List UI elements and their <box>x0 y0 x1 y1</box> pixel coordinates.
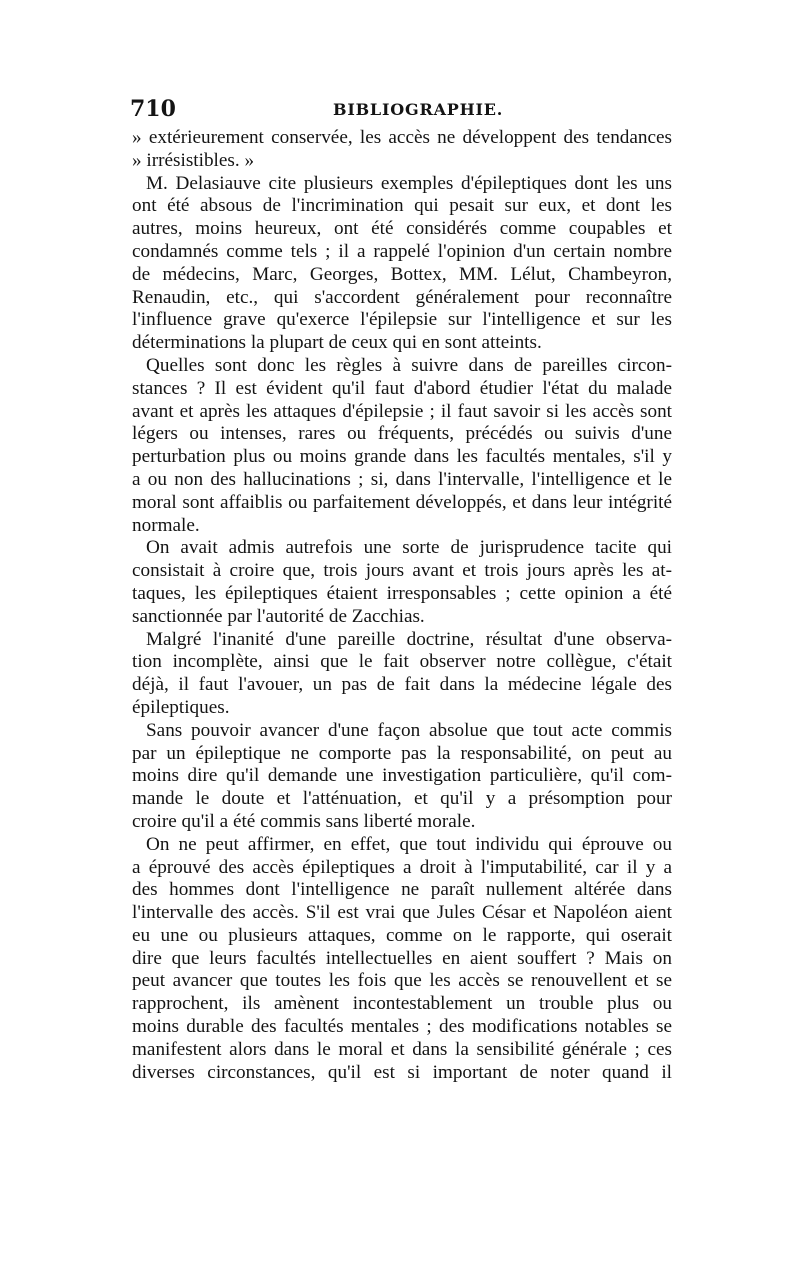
section-title: BIBLIOGRAPHIE. <box>333 100 504 119</box>
text-line: l'intervalle des accès. S'il est vrai que Jules César et Napoléon aient <box>132 902 672 924</box>
text-line: l'influence grave qu'exerce l'épilepsie sur l'intelligence et sur les <box>132 309 672 331</box>
text-line: M. Delasiauve cite plusieurs exemples d'épileptiques dont les uns <box>146 172 672 194</box>
text-line: Quelles sont donc les règles à suivre dans de pareilles circon- <box>146 354 672 376</box>
text-line: mande le doute et l'atténuation, et qu'il y a présomption pour <box>132 788 672 810</box>
text-line: On ne peut affirmer, en effet, que tout individu qui éprouve ou <box>146 833 672 855</box>
text-line: condamnés comme tels ; il a rappelé l'opinion d'un certain nombre <box>132 240 672 262</box>
text-line: taques, les épileptiques étaient irresponsables ; cette opinion a été <box>132 582 672 604</box>
text-line: légers ou intenses, rares ou fréquents, précédés ou suivis d'une <box>132 423 672 445</box>
text-line: déjà, il faut l'avouer, un pas de fait dans la médecine légale des <box>132 674 672 696</box>
text-line: sanctionnée par l'autorité de Zacchias. <box>132 605 425 627</box>
text-line: normale. <box>132 514 200 536</box>
text-line: déterminations la plupart de ceux qui en sont atteints. <box>132 332 542 354</box>
text-line: rapprochent, ils amènent incontestablement un trouble plus ou <box>132 993 672 1015</box>
text-line: épileptiques. <box>132 696 230 718</box>
text-line: de médecins, Marc, Georges, Bottex, MM. Lélut, Chambeyron, <box>132 263 672 285</box>
text-line: des hommes dont l'intelligence ne paraît nullement altérée dans <box>132 879 672 901</box>
text-line: perturbation plus ou moins grande dans les facultés mentales, s'il y <box>132 446 672 468</box>
text-line: Renaudin, etc., qui s'accordent généralement pour reconnaître <box>132 286 672 308</box>
text-line: moins dire qu'il demande une investigation particulière, qu'il com- <box>132 765 672 787</box>
text-line: peut avancer que toutes les fois que les accès se renouvellent et se <box>132 970 672 992</box>
text-line: tion incomplète, ainsi que le fait observer notre collègue, c'était <box>132 651 672 673</box>
text-line: avant et après les attaques d'épilepsie ; il faut savoir si les accès sont <box>132 400 672 422</box>
text-line: consistait à croire que, trois jours avant et trois jours après les at- <box>132 560 672 582</box>
text-line: dire que leurs facultés intellectuelles en aient souffert ? Mais on <box>132 947 672 969</box>
text-line: moins durable des facultés mentales ; des modifications notables se <box>132 1016 672 1038</box>
text-line: stances ? Il est évident qu'il faut d'abord étudier l'état du malade <box>132 377 672 399</box>
page-number: 710 <box>130 96 176 122</box>
text-line: a éprouvé des accès épileptiques a droit à l'imputabilité, car il y a <box>132 856 672 878</box>
text-line: On avait admis autrefois une sorte de jurisprudence tacite qui <box>146 537 672 559</box>
text-line: a ou non des hallucinations ; si, dans l'intervalle, l'intelligence et le <box>132 468 672 490</box>
text-line: eu une ou plusieurs attaques, comme on le rapporte, qui oserait <box>132 924 672 946</box>
text-line: par un épileptique ne comporte pas la responsabilité, on peut au <box>132 742 672 764</box>
body-text <box>132 127 672 1084</box>
text-line: diverses circonstances, qu'il est si important de noter quand il <box>132 1061 672 1083</box>
text-line: » extérieurement conservée, les accès ne développent des tendances <box>132 127 672 148</box>
text-line: » irrésistibles. » <box>132 149 255 171</box>
text-line: manifestent alors dans le moral et dans la sensibilité générale ; ces <box>132 1038 672 1060</box>
text-line: ont été absous de l'incrimination qui pesait sur eux, et dont les <box>132 195 672 217</box>
running-head <box>130 95 675 123</box>
text-line: moral sont affaiblis ou parfaitement développés, et dans leur intégrité <box>132 491 672 513</box>
text-line: autres, moins heureux, ont été considérés comme coupables et <box>132 218 672 240</box>
text-line: croire qu'il a été commis sans liberté morale. <box>132 810 476 832</box>
text-line: Sans pouvoir avancer d'une façon absolue que tout acte commis <box>146 719 672 741</box>
text-line: Malgré l'inanité d'une pareille doctrine, résultat d'une observa- <box>146 628 672 650</box>
